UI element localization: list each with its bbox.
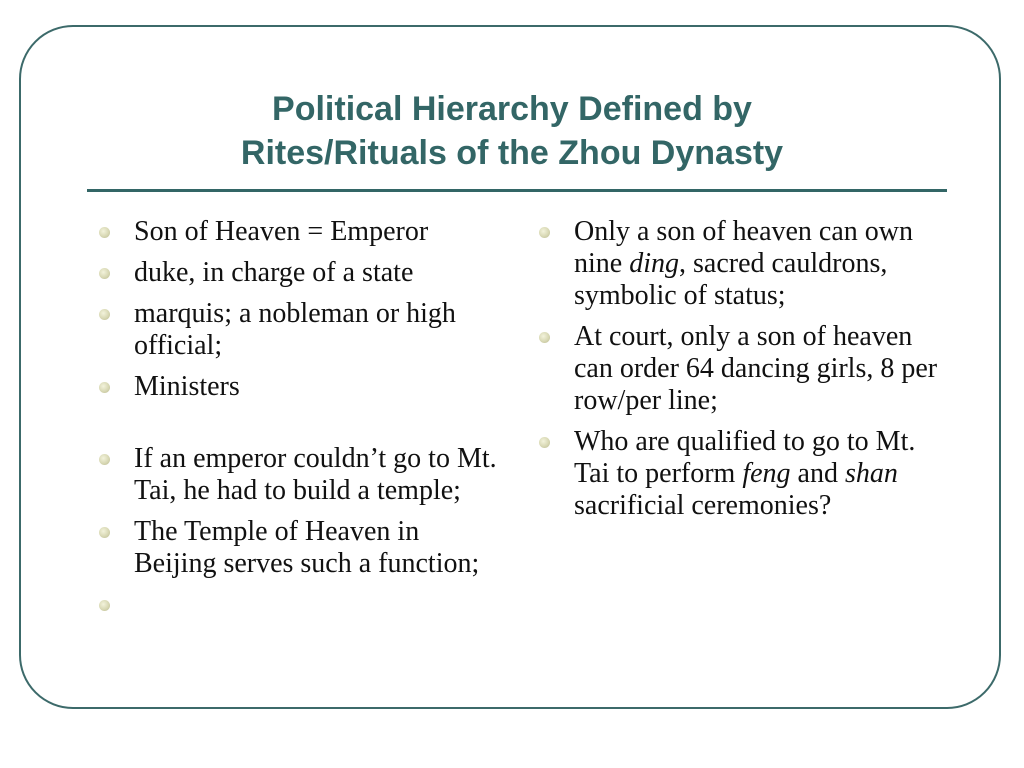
title-line-2: Rites/Rituals of the Zhou Dynasty (240, 134, 784, 172)
list-item: duke, in charge of a state (94, 257, 504, 289)
list-item: The Temple of Heaven in Beijing serves such a function; (94, 516, 504, 580)
list-item: At court, only a son of heaven can order 64 dancing girls, 8 per row/per line; (534, 321, 944, 417)
list-item: Ministers (94, 371, 504, 403)
right-bullet-list (534, 216, 944, 531)
title-line-1: Political Hierarchy Defined by (272, 90, 752, 128)
list-item: Only a son of heaven can own nine ding, sacred cauldrons, symbolic of status; (534, 216, 944, 312)
list-item: Who are qualified to go to Mt. Tai to perform feng and shan sacrificial ceremonies? (534, 426, 944, 522)
bullet-icon (99, 527, 110, 538)
bullet-icon (99, 227, 110, 238)
bullet-icon (99, 600, 110, 611)
left-bullet-list (94, 216, 504, 630)
list-item: Son of Heaven = Emperor (94, 216, 504, 248)
bullet-icon (539, 332, 550, 343)
list-item-empty (94, 589, 504, 621)
slide-title (80, 87, 944, 175)
bullet-icon (99, 454, 110, 465)
list-item: marquis; a nobleman or high official; (94, 298, 504, 362)
bullet-icon (99, 382, 110, 393)
bullet-icon (539, 437, 550, 448)
bullet-icon (99, 309, 110, 320)
bullet-icon (99, 268, 110, 279)
title-divider (87, 189, 947, 192)
list-item: If an emperor couldn’t go to Mt. Tai, he had to build a temple; (94, 443, 504, 507)
bullet-icon (539, 227, 550, 238)
